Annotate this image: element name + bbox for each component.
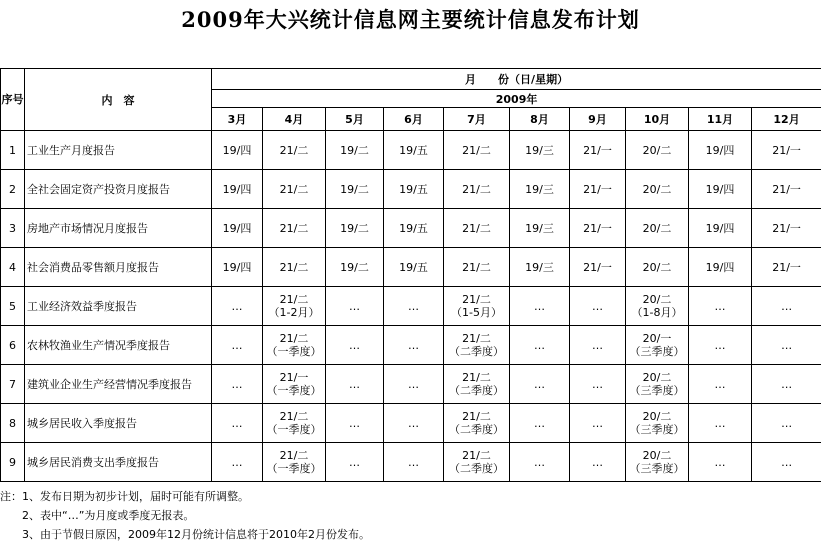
row-number: 3 (1, 209, 25, 248)
schedule-cell: 21/二 (263, 209, 326, 248)
schedule-cell: 20/一 （三季度） (626, 326, 689, 365)
schedule-cell: … (752, 287, 821, 326)
schedule-cell: 21/一 （一季度） (263, 365, 326, 404)
row-number: 7 (1, 365, 25, 404)
schedule-cell: 19/三 (510, 131, 570, 170)
schedule-cell: … (384, 443, 444, 482)
schedule-cell: 20/二 （1-8月） (626, 287, 689, 326)
schedule-cell: … (212, 365, 263, 404)
schedule-cell: 19/二 (326, 209, 384, 248)
schedule-cell: 21/一 (570, 131, 626, 170)
schedule-cell: … (570, 404, 626, 443)
schedule-cell: 19/四 (212, 131, 263, 170)
schedule-cell: 21/二 (444, 248, 510, 287)
schedule-cell: 21/二 （1-5月） (444, 287, 510, 326)
schedule-cell: 20/二 (626, 131, 689, 170)
row-content: 农林牧渔业生产情况季度报告 (25, 326, 212, 365)
schedule-cell: 19/四 (689, 209, 752, 248)
schedule-cell: 21/二 （二季度） (444, 404, 510, 443)
row-content: 社会消费品零售额月度报告 (25, 248, 212, 287)
schedule-cell: … (510, 365, 570, 404)
schedule-cell: 19/二 (326, 248, 384, 287)
row-number: 2 (1, 170, 25, 209)
header-month: 10月 (626, 108, 689, 131)
schedule-cell: 21/二 （二季度） (444, 326, 510, 365)
schedule-cell: 20/二 （三季度） (626, 404, 689, 443)
schedule-cell: 21/二 （一季度） (263, 443, 326, 482)
note-2: 2、表中“…”为月度或季度无报表。 (0, 509, 195, 522)
schedule-cell: … (326, 365, 384, 404)
schedule-cell: 20/二 （三季度） (626, 443, 689, 482)
schedule-cell: 19/四 (212, 170, 263, 209)
schedule-cell: … (752, 404, 821, 443)
header-month: 11月 (689, 108, 752, 131)
schedule-cell: … (752, 365, 821, 404)
schedule-cell: … (326, 326, 384, 365)
schedule-cell: 21/二 （二季度） (444, 365, 510, 404)
schedule-cell: 19/五 (384, 131, 444, 170)
row-content: 城乡居民消费支出季度报告 (25, 443, 212, 482)
table-row (1, 170, 821, 209)
schedule-cell: 19/五 (384, 209, 444, 248)
row-number: 8 (1, 404, 25, 443)
footnotes (0, 487, 370, 544)
schedule-cell: 19/二 (326, 131, 384, 170)
schedule-cell: 19/五 (384, 170, 444, 209)
release-schedule-table (0, 68, 821, 482)
schedule-cell: … (212, 443, 263, 482)
header-month: 6月 (384, 108, 444, 131)
schedule-cell: … (326, 404, 384, 443)
header-month: 8月 (510, 108, 570, 131)
schedule-cell: 21/二 （二季度） (444, 443, 510, 482)
schedule-cell: … (752, 443, 821, 482)
schedule-cell: 19/四 (689, 170, 752, 209)
row-number: 1 (1, 131, 25, 170)
header-month-group: 月 份（日/星期） (212, 69, 821, 90)
row-content: 工业生产月度报告 (25, 131, 212, 170)
table-row (1, 248, 821, 287)
schedule-cell: 21/一 (752, 248, 821, 287)
schedule-cell: 21/二 (263, 170, 326, 209)
schedule-cell: 21/一 (570, 209, 626, 248)
schedule-cell: … (384, 326, 444, 365)
note-1: 注：1、发布日期为初步计划，届时可能有所调整。 (0, 490, 249, 503)
header-month: 5月 (326, 108, 384, 131)
schedule-cell: 19/四 (689, 131, 752, 170)
header-seq: 序号 (1, 69, 25, 131)
schedule-cell: 21/二 （一季度） (263, 326, 326, 365)
page-title: 2009年大兴统计信息网主要统计信息发布计划 (181, 7, 640, 32)
schedule-cell: … (510, 404, 570, 443)
schedule-cell: … (689, 443, 752, 482)
table-row (1, 443, 821, 482)
schedule-cell: … (384, 404, 444, 443)
schedule-cell: … (689, 404, 752, 443)
schedule-cell: 21/二 (444, 131, 510, 170)
schedule-cell: 19/三 (510, 248, 570, 287)
schedule-cell: 20/二 (626, 170, 689, 209)
header-content: 内 容 (25, 69, 212, 131)
table-row (1, 404, 821, 443)
row-number: 9 (1, 443, 25, 482)
schedule-cell: … (326, 443, 384, 482)
row-content: 全社会固定资产投资月度报告 (25, 170, 212, 209)
header-year: 2009年 (212, 90, 821, 108)
note-3: 3、由于节假日原因，2009年12月份统计信息将于2010年2月份发布。 (0, 528, 370, 541)
schedule-cell: 20/二 (626, 209, 689, 248)
schedule-cell: … (752, 326, 821, 365)
row-number: 6 (1, 326, 25, 365)
schedule-cell: … (510, 326, 570, 365)
schedule-cell: 21/二 (263, 248, 326, 287)
schedule-cell: … (510, 443, 570, 482)
row-number: 4 (1, 248, 25, 287)
schedule-cell: 21/二 （1-2月） (263, 287, 326, 326)
schedule-cell: 21/二 (444, 209, 510, 248)
header-month: 7月 (444, 108, 510, 131)
schedule-cell: 21/二 (444, 170, 510, 209)
header-month: 9月 (570, 108, 626, 131)
schedule-cell: … (326, 287, 384, 326)
schedule-cell: 19/三 (510, 170, 570, 209)
table-row (1, 365, 821, 404)
schedule-cell: 19/四 (689, 248, 752, 287)
schedule-cell: 21/一 (752, 170, 821, 209)
schedule-cell: … (570, 365, 626, 404)
schedule-cell: … (689, 365, 752, 404)
schedule-cell: … (570, 443, 626, 482)
schedule-cell: 20/二 (626, 248, 689, 287)
schedule-cell: … (570, 326, 626, 365)
table-row (1, 209, 821, 248)
row-content: 房地产市场情况月度报告 (25, 209, 212, 248)
header-month: 3月 (212, 108, 263, 131)
schedule-cell: … (384, 287, 444, 326)
schedule-cell: … (689, 287, 752, 326)
schedule-cell: … (384, 365, 444, 404)
schedule-cell: 21/一 (570, 170, 626, 209)
schedule-cell: 19/五 (384, 248, 444, 287)
schedule-cell: … (212, 287, 263, 326)
table-row (1, 131, 821, 170)
schedule-cell: … (212, 404, 263, 443)
schedule-cell: 21/一 (752, 131, 821, 170)
schedule-cell: 19/四 (212, 248, 263, 287)
table-row (1, 326, 821, 365)
schedule-cell: 19/三 (510, 209, 570, 248)
row-content: 城乡居民收入季度报告 (25, 404, 212, 443)
schedule-cell: … (570, 287, 626, 326)
schedule-cell: 21/一 (752, 209, 821, 248)
schedule-cell: 19/四 (212, 209, 263, 248)
schedule-cell: … (212, 326, 263, 365)
row-number: 5 (1, 287, 25, 326)
schedule-cell: 20/二 （三季度） (626, 365, 689, 404)
schedule-cell: 19/二 (326, 170, 384, 209)
schedule-cell: 21/二 （一季度） (263, 404, 326, 443)
table-row (1, 287, 821, 326)
schedule-cell: 21/一 (570, 248, 626, 287)
schedule-cell: 21/二 (263, 131, 326, 170)
row-content: 建筑业企业生产经营情况季度报告 (25, 365, 212, 404)
schedule-cell: … (510, 287, 570, 326)
header-month: 4月 (263, 108, 326, 131)
schedule-cell: … (689, 326, 752, 365)
header-month: 12月 (752, 108, 821, 131)
row-content: 工业经济效益季度报告 (25, 287, 212, 326)
